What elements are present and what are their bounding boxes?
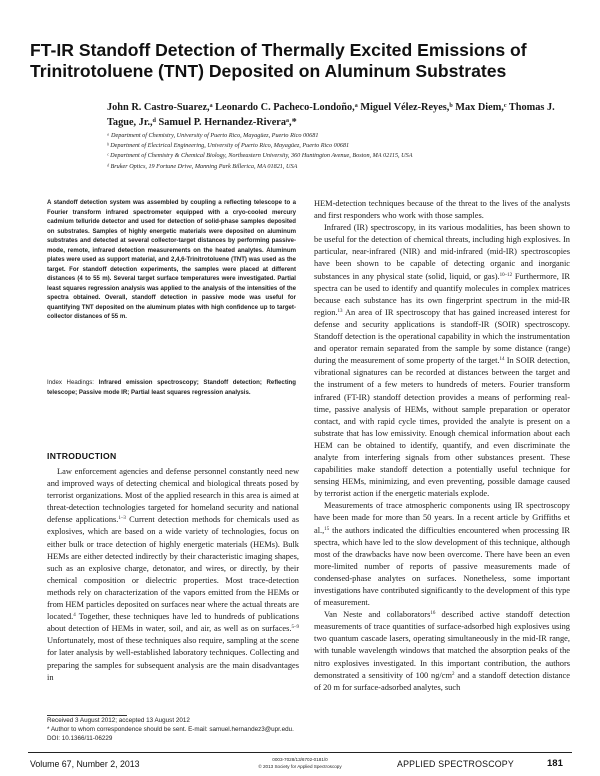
unit-superscript: 2: [452, 671, 455, 677]
right-text-4b: described active standoff detection measurements of trace quantities of surface-adsorbed high explosives using two quantum cascade lasers, operating simultaneously in the mid-IR range, with tunable wavelength windows that matched the absorption peaks of the nitro explosives investigated. In this important contribution, the authors demonstrated a sensitivity of 100 ng/cm: [314, 610, 570, 680]
right-text-4c: and a standoff detection distance of 20 m for surface-adsorbed analytes, such: [314, 670, 570, 692]
footer-issn: [240, 756, 360, 770]
section-heading: INTRODUCTION: [47, 451, 117, 461]
right-paragraph-4: [314, 609, 570, 694]
footer-volume: Volume 67, Number 2, 2013: [30, 759, 140, 769]
footnotes: [47, 717, 299, 743]
right-paragraph-2: [314, 222, 570, 500]
citation-16: 16: [430, 611, 436, 617]
footnote-divider: [47, 715, 127, 716]
index-terms: Infrared emission spectroscopy; Standoff detection; Reflecting telescope; Passive mode IR; Partial least squares regression analysis.: [47, 379, 296, 396]
intro-text-3: Together, these techniques have led to hundreds of publications about detection of HEMs in water, soil, and air, as well as on surfaces.: [47, 612, 299, 634]
footer-issn-code: 0003-7028/13/6702-0181/0: [272, 757, 328, 762]
abstract: A standoff detection system was assembled by coupling a reflecting telescope to a Fourier transform infrared spectrometer equipped with a cryo-cooled mercury cadmium telluride detector and used for detection of solid-phase samples deposited on substrates. Samples of highly energetic materials were deposited on aluminum substrates and detected at several collector-target distances by performing passive-mode, remote, infrared detection measurements on the heated analytes. Aluminum plates were used as support material, and 2,4,6-Trinitrotoluene (TNT) was used as the target. For standoff detection experiments, the samples were placed at different distances (4 to 55 m). Several target surface temperatures were investigated. Partial least squares regression analysis was applied to the analysis of the intensities of the spectra obtained. Overall, standoff detection in passive mode was useful for quantifying TNT deposited on the aluminum plates with high confidence up to target-collector distances of 55 m.: [47, 199, 296, 320]
citation-13: 13: [337, 308, 343, 314]
right-column: [314, 198, 570, 694]
right-paragraph-3: [314, 500, 570, 609]
citation-14: 14: [499, 357, 505, 363]
page-number: 181: [547, 758, 563, 769]
author-names: John R. Castro-Suarez,ᵃ Leonardo C. Pacheco-Londoño,ᵃ Miguel Vélez-Reyes,ᵇ Max Diem,ᶜ Thomas J. Tague, Jr.,ᵈ Samuel P. Hernandez-Rivera: [107, 102, 555, 128]
affiliation-c: ᶜ Department of Chemistry & Chemical Biology, Northeastern University, 360 Huntington Avenue, Boston, MA 02115, USA: [107, 152, 413, 160]
right-paragraph-1: HEM-detection techniques because of the threat to the lives of the analysts and first responders who work with those samples.: [314, 199, 570, 221]
footnote-received: Received 3 August 2012; accepted 13 August 2012: [47, 717, 190, 724]
author-suffix: ᵃ,*: [285, 116, 297, 128]
right-text-2c: An area of IR spectroscopy that has gained increased interest for defense and security applications is standoff-IR (SOIR) spectroscopy. Standoff detection is the operational capability in which the instrumentation and operator remain separated from the sample by some distance (range) during the measurement of some property of the target.: [314, 307, 570, 366]
footer-journal: APPLIED SPECTROSCOPY: [397, 759, 514, 769]
affiliation-d: ᵈ Bruker Optics, 19 Fortune Drive, Manning Park Billerica, MA 01821, USA: [107, 162, 298, 170]
citation-1-3: 1–3: [118, 516, 126, 522]
index-headings: [47, 378, 296, 397]
footer-divider: [28, 752, 572, 753]
intro-text-4: Unfortunately, most of these techniques also require, sampling at the scene for later analysis by well-established laboratory techniques. Collecting and preparing the samples for subsequent analysis are the main disadvantages in: [47, 636, 299, 682]
citation-5-9: 5–9: [291, 625, 299, 631]
intro-text-2: Current detection methods for chemicals used as explosives, which are based on a wide variety of technologies, focus on either bulk or trace detection of highly energetic materials (HEMs). Bulk HEMs are either detected indirectly by their characteristic imaging shapes, such as an explosive charge, detonator, and wires, or directly, by their chemical composition or dielectric properties. Most trace-detection methods rely on characterization of the vapors emitted from the HEMs or from HEM particles deposited on surfaces near where the actual threats are located.: [47, 515, 299, 622]
right-text-3a: Measurements of trace atmospheric components using IR spectroscopy have been made for more than 50 years. In a recent article by Griffiths et al.,: [314, 501, 570, 535]
index-label: Index Headings:: [47, 379, 95, 386]
right-text-2d: In SOIR detection, vibrational signatures can be recorded at distances between the target and the instrument of a few meters to hundreds of meters. Fourier transform infrared (FT-IR) standoff detection provides a means of performing real-time, passive analysis of HEMs, without sample preparation or operator contact, and with rapid cycle times, provided the analyte is present on a substrate that has low emissivity. Enough chemical information about each HEM can be obtained to identify, quantify, and even discriminate the analyte from interfering signals from other substances present. These capabilities make standoff detection a potentially useful technique for sensing HEMs, minimizing, and even preventing, possible damage caused by terrorist action if the energetic materials explode.: [314, 356, 570, 499]
right-text-4a: Van Neste and collaborators: [324, 610, 431, 620]
author-list: [107, 101, 577, 130]
footnote-correspondence: * Author to whom correspondence should be sent. E-mail: samuel.hernandez3@upr.edu.: [47, 725, 294, 733]
citation-15: 15: [324, 526, 330, 532]
intro-text-1: Law enforcement agencies and defense personnel constantly need new and improved ways of detecting chemical and biological threats posed by terrorist organizations. Most of the applied research in this area is aimed at threat-detection technologies targeted for homeland security and national defense applications.: [47, 467, 299, 525]
footnote-doi: DOI: 10.1366/11-06229: [47, 734, 113, 742]
affiliations: [107, 131, 577, 172]
right-text-2b: Furthermore, IR spectra can be used to identify and quantify molecules in complex matrices because each substance has its own fingerprint spectrum in the mid-IR region.: [314, 271, 571, 317]
article-title: FT-IR Standoff Detection of Thermally Excited Emissions of Trinitrotoluene (TNT) Deposited on Aluminum Substrates: [30, 40, 527, 81]
affiliation-a: ᵃ Department of Chemistry, University of Puerto Rico, Mayagüez, Puerto Rico 00681: [107, 132, 319, 139]
right-text-2a: Infrared (IR) spectroscopy, in its various modalities, has been shown to be useful for the detection of chemical threats, including high explosives. In particular, near-infrared (NIR) and mid-infrared (mid-IR) spectroscopies have been shown to be capable of detecting organic and inorganic substances in any physical state (solid, liquid, or gas).: [314, 223, 570, 281]
footer-copyright: © 2013 Society for Applied Spectroscopy: [258, 764, 342, 769]
citation-4: 4: [73, 613, 76, 619]
intro-paragraph: [47, 466, 299, 684]
right-text-3b: the authors indicated the difficulties encountered when processing IR spectra, which have led to the slow development of this technique, although most of the drawbacks have now been overcome. There have been an even more-limited number of reports of passive measurements made of condensed-phase analytes on surfaces. Nonetheless, some important investigations have contributed significantly to the development of this type of measurement.: [314, 525, 570, 608]
affiliation-b: ᵇ Department of Electrical Engineering, University of Puerto Rico, Mayagüez, Puerto Rico 00681: [107, 142, 350, 150]
citation-10-12: 10–12: [499, 272, 513, 278]
